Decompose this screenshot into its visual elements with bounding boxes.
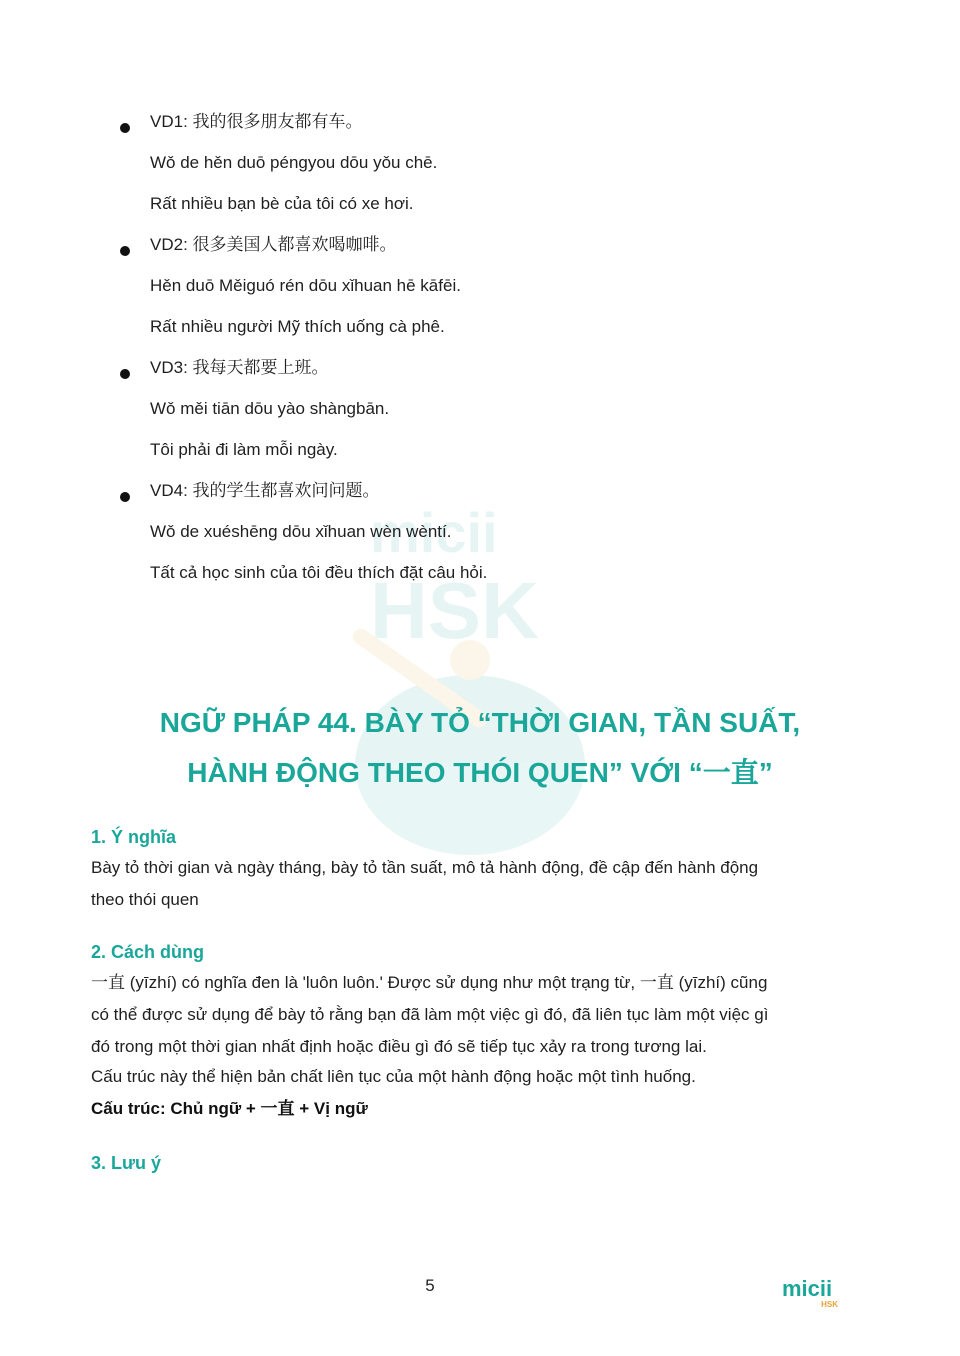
example-item	[0, 235, 960, 337]
paragraph-line: Cấu trúc này thể hiện bản chất liên tục của một hành động hoặc một tình huống.	[91, 1067, 696, 1086]
example-translation: Rất nhiều bạn bè của tôi có xe hơi.	[150, 194, 414, 213]
grammar-title-line2: HÀNH ĐỘNG THEO THÓI QUEN” VỚI “一直”	[187, 757, 773, 788]
example-translation: Tôi phải đi làm mỗi ngày.	[150, 440, 338, 459]
example-item	[0, 481, 960, 583]
svg-text:micii: micii	[370, 501, 498, 564]
section-heading-notes: 3. Lưu ý	[91, 1153, 162, 1173]
paragraph-line: đó trong một thời gian nhất định hoặc điều gì đó sẽ tiếp tục xảy ra trong tương lai.	[91, 1037, 707, 1056]
logo-text: micii	[782, 1276, 833, 1301]
bullet-icon	[120, 246, 130, 256]
example-chinese: VD1: 我的很多朋友都有车。	[150, 112, 363, 131]
svg-text:HSK: HSK	[370, 566, 539, 655]
example-chinese: VD2: 很多美国人都喜欢喝咖啡。	[150, 235, 397, 254]
structure-formula: Cấu trúc: Chủ ngữ + 一直 + Vị ngữ	[91, 1099, 368, 1118]
example-item	[0, 112, 960, 214]
paragraph-line: có thể được sử dụng để bày tỏ rằng bạn đã làm một việc gì đó, đã liên tục làm một việc gì	[91, 1005, 769, 1024]
paragraph-line: 一直 (yīzhí) có nghĩa đen là 'luôn luôn.' Được sử dụng như một trạng từ, 一直 (yīzhí) cũng	[91, 973, 768, 992]
section-meaning-text	[91, 852, 851, 916]
grammar-title-line1: NGỮ PHÁP 44. BÀY TỎ “THỜI GIAN, TẦN SUẤT,	[159, 707, 801, 738]
example-pinyin: Wǒ de xuéshēng dōu xǐhuan wèn wèntí.	[150, 522, 452, 541]
paragraph-line: theo thói quen	[91, 890, 199, 909]
bullet-icon	[120, 123, 130, 133]
example-translation: Rất nhiều người Mỹ thích uống cà phê.	[150, 317, 445, 336]
examples-list	[0, 112, 960, 604]
section-usage-text	[91, 967, 851, 1125]
example-pinyin: Wǒ měi tiān dōu yào shàngbān.	[150, 399, 390, 418]
bullet-icon	[120, 492, 130, 502]
section-heading-usage: 2. Cách dùng	[91, 942, 205, 962]
bullet-icon	[120, 369, 130, 379]
page-number: 5	[425, 1276, 435, 1295]
paragraph-line: Bày tỏ thời gian và ngày tháng, bày tỏ tần suất, mô tả hành động, đề cập đến hành động	[91, 858, 759, 877]
example-chinese: VD3: 我每天都要上班。	[150, 358, 329, 377]
example-chinese: VD4: 我的学生都喜欢问问题。	[150, 481, 380, 500]
example-item	[0, 358, 960, 460]
brand-logo	[782, 1278, 838, 1312]
example-pinyin: Hěn duō Měiguó rén dōu xǐhuan hē kāfēi.	[150, 276, 461, 295]
section-heading-meaning: 1. Ý nghĩa	[91, 827, 177, 847]
example-translation: Tất cả học sinh của tôi đều thích đặt câu hỏi.	[150, 563, 488, 582]
example-pinyin: Wǒ de hěn duō péngyou dōu yǒu chē.	[150, 153, 438, 172]
logo-subtext: HSK	[821, 1300, 838, 1309]
